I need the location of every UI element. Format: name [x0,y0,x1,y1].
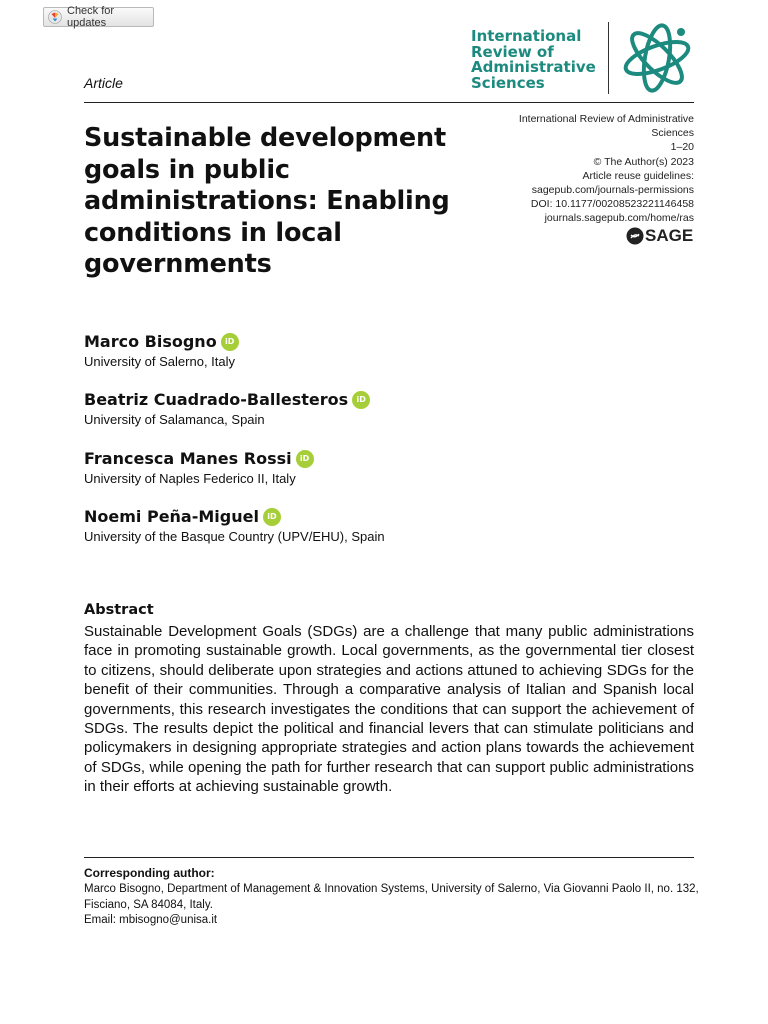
meta-doi[interactable]: DOI: 10.1177/00208523221146458 [530,198,694,211]
meta-pages: 1–20 [670,141,694,154]
meta-journal-cont: Sciences [651,127,694,140]
check-for-updates-label: Check for updates [67,5,115,29]
author-name: Noemi Peña-Miguel [84,507,259,526]
meta-reuse-link[interactable]: sagepub.com/journals-permissions [531,184,694,197]
publication-metadata [454,112,694,226]
author-affiliation: University of Salerno, Italy [84,354,236,369]
footnote-rule [84,857,694,858]
author-affiliation: University of the Basque Country (UPV/EHU), Spain [84,529,385,544]
author-block [84,390,370,428]
sage-emblem-icon [626,227,644,245]
author-name: Francesca Manes Rossi [84,449,292,468]
journal-name-line: Sciences [471,73,545,92]
journal-name-line: Review of [471,42,554,61]
publisher-name: SAGE [645,226,694,245]
journal-name-line: Administrative [471,58,596,76]
orcid-icon[interactable]: iD [296,450,314,468]
orcid-icon[interactable]: iD [221,333,239,351]
author-affiliation: University of Naples Federico II, Italy [84,471,296,486]
corresponding-author-heading: Corresponding author: [84,866,215,880]
check-for-updates-button[interactable] [43,7,154,27]
author-affiliation: University of Salamanca, Spain [84,412,265,427]
article-type: Article [84,75,123,91]
journal-logo-icon [618,18,696,96]
check-for-updates-icon [48,10,62,24]
publisher-logo [626,226,693,246]
author-block [84,507,385,545]
meta-copyright: © The Author(s) 2023 [593,155,694,168]
abstract-heading: Abstract [84,602,154,618]
corresponding-author-details [84,882,699,929]
orcid-icon[interactable]: iD [352,391,370,409]
journal-name [471,29,606,91]
orcid-icon[interactable]: iD [263,508,281,526]
meta-reuse-label: Article reuse guidelines: [582,169,694,182]
author-name: Marco Bisogno [84,332,217,351]
article-title: Sustainable development goals in public administrations: Enabling conditions in local governments [84,123,450,279]
author-block [84,449,314,487]
meta-journal: International Review of Administrative [518,113,694,125]
journal-name-line: International [471,27,582,45]
corresponding-author-email[interactable]: Email: mbisogno@unisa.it [84,914,218,926]
meta-journal-link[interactable]: journals.sagepub.com/home/ras [544,212,694,225]
corresponding-author-address: Marco Bisogno, Department of Management & Innovation Systems, University of Salerno, Via Giovanni Paolo II, no. 132, Fisciano, SA 84084, Italy. [84,883,699,911]
header-rule [84,102,694,103]
brand-divider [608,22,609,94]
abstract-text: Sustainable Development Goals (SDGs) are a challenge that many public administrations face in promoting sustainable growth. Local governments, as the governmental tier closest to citizens, should deliberate upon strategies and actions attuned to achieving SDGs for the benefit of their communities. Through a comparative analysis of Italian and Spanish local governments, this research investigates the conditions that can support the achievement of SDGs. The results depict the political and financial levers that can stimulate politicians and policymakers in designing appropriate strategies and action plans towards the achievement of SDGs, while opening the path for further research that can support public administrations in their efforts at achieving sustainable growth. [84,623,694,796]
author-name: Beatriz Cuadrado-Ballesteros [84,390,349,409]
author-block [84,332,239,370]
